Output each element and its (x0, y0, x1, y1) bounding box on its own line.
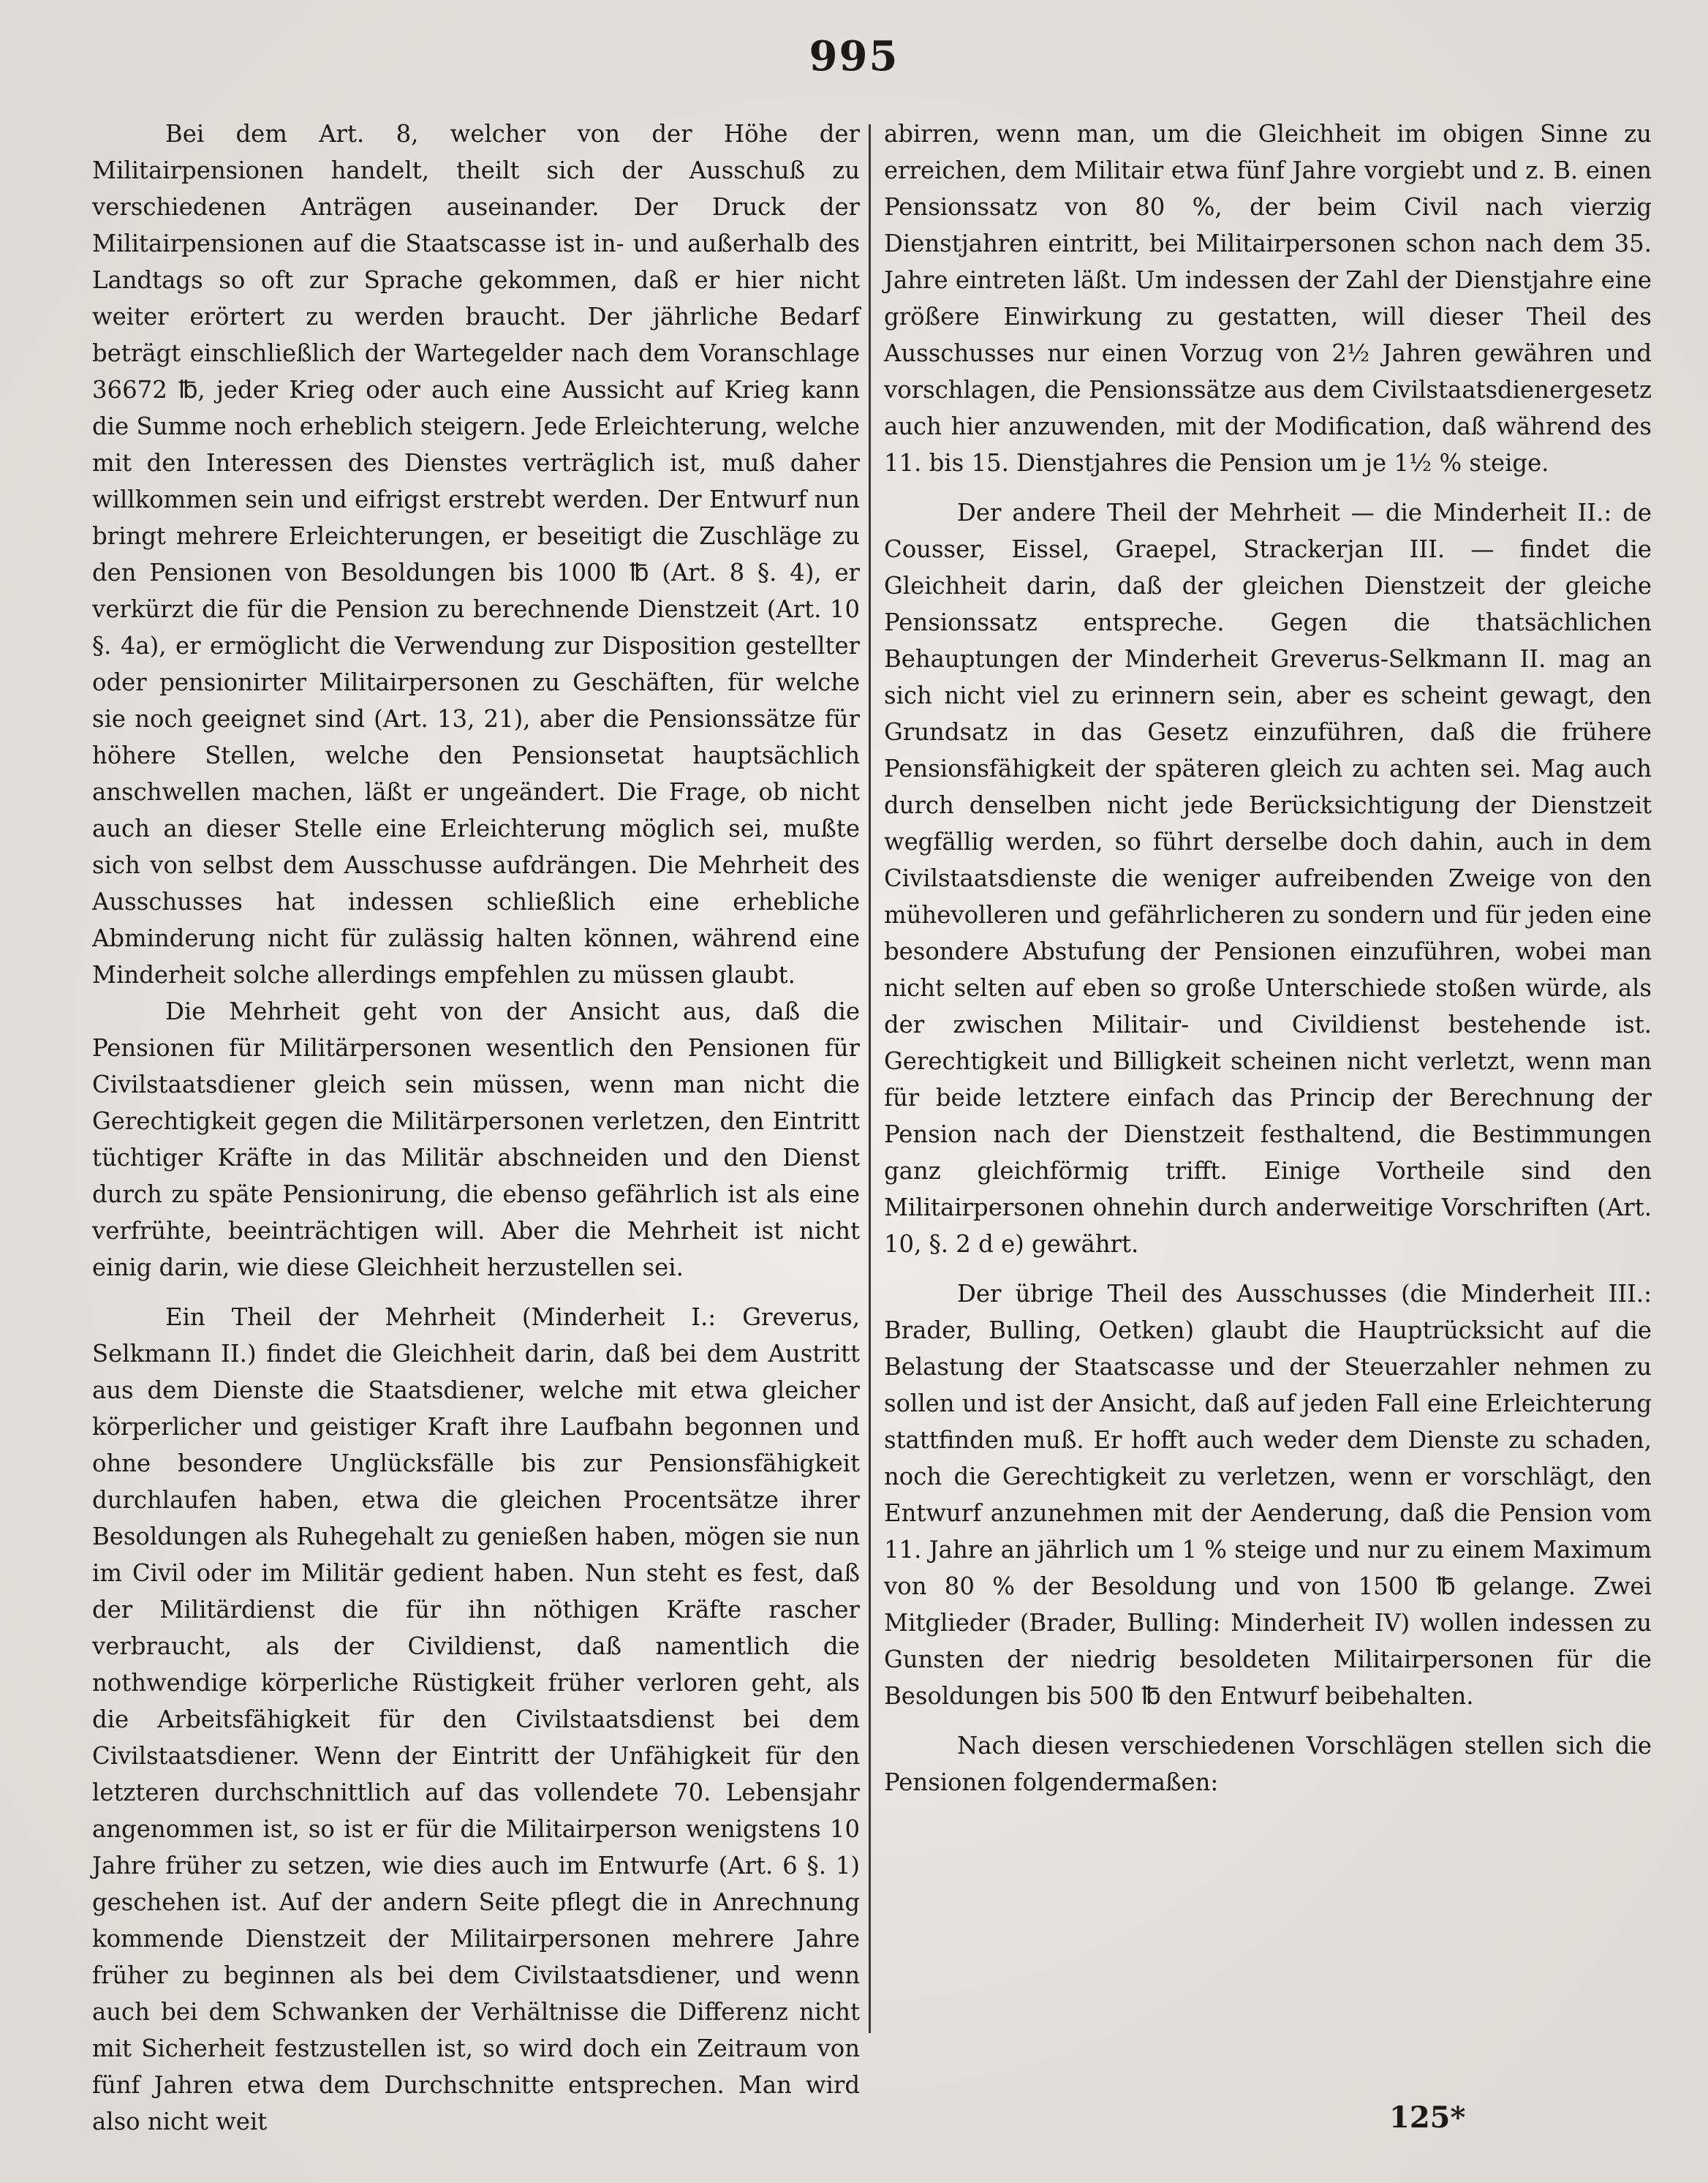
paragraph: Nach diesen verschiedenen Vorschlägen stellen sich die Pensionen folgendermaßen: (884, 1732, 1652, 1796)
column-divider (869, 124, 871, 2033)
paragraph: Bei dem Art. 8, welcher von der Höhe der Militairpensionen handelt, theilt sich der Ausschuß zu verschiedenen Anträgen auseinander. Der Druck der Militairpensionen auf die Staatscasse ist in- und außerhalb des Landtags so oft zur Sprache gekommen, daß er hier nicht weiter erörtert zu werden braucht. Der jährliche Bedarf beträgt einschließlich der Wartegelder nach dem Voranschlage 36672 ℔, jeder Krieg oder auch eine Aussicht auf Krieg kann die Summe noch erheblich steigern. Jede Erleichterung, welche mit den Interessen des Dienstes verträglich ist, muß daher willkommen sein und eifrigst erstrebt werden. Der Entwurf nun bringt mehrere Erleichterungen, er beseitigt die Zuschläge zu den Pensionen von Besoldungen bis 1000 ℔ (Art. 8 §. 4), er verkürzt die für die Pension zu berechnende Dienstzeit (Art. 10 §. 4a), er ermöglicht die Verwendung zur Disposition gestellter oder pensionirter Militairpersonen zu Geschäften, für welche sie noch geeignet sind (Art. 13, 21), aber die Pensionssätze für höhere Stellen, welche den Pensionsetat hauptsächlich anschwellen machen, läßt er ungeändert. Die Frage, ob nicht auch an dieser Stelle eine Erleichterung möglich sei, mußte sich von selbst dem Ausschusse aufdrängen. Die Mehrheit des Ausschusses hat indessen schließlich eine erhebliche Abminderung nicht für zulässig halten können, während eine Minderheit solche allerdings empfehlen zu müssen glaubt. (92, 120, 860, 989)
page-number: 995 (809, 32, 899, 80)
paragraph: Der andere Theil der Mehrheit — die Minderheit II.: de Cousser, Eissel, Graepel, Strackerjan III. — findet die Gleichheit darin, daß der gleichen Dienstzeit der gleiche Pensionssatz entspreche. Gegen die thatsächlichen Behauptungen der Minderheit Greverus-Selkmann II. mag an sich nicht viel zu erinnern sein, aber es scheint gewagt, den Grundsatz in das Gesetz einzuführen, daß die frühere Pensionsfähigkeit der späteren gleich zu achten sei. Mag auch durch denselben nicht jede Berücksichtigung der Dienstzeit wegfällig werden, so führt derselbe doch dahin, auch in dem Civilstaatsdienste die weniger aufreibenden Zweige von den mühevolleren und gefährlicheren zu sondern und für jeden eine besondere Abstufung der Pensionen einzuführen, wobei man nicht selten auf eben so große Unterschiede stoßen würde, als der zwischen Militair- und Civildienst bestehende ist. Gerechtigkeit und Billigkeit scheinen nicht verletzt, wenn man für beide letztere einfach das Princip der Berechnung der Pension nach der Dienstzeit festhaltend, die Bestimmungen ganz gleichförmig trifft. Einige Vortheile sind den Militairpersonen ohnehin durch anderweitige Vorschriften (Art. 10, §. 2 d e) gewährt. (884, 499, 1652, 1258)
sheet-signature: 125* (1389, 2100, 1466, 2135)
paragraph: Der übrige Theil des Ausschusses (die Minderheit III.: Brader, Bulling, Oetken) glaubt die Hauptrücksicht auf die Belastung der Staatscasse und der Steuerzahler nehmen zu sollen und ist der Ansicht, daß auf jeden Fall eine Erleichterung stattfinden muß. Er hofft auch weder dem Dienste zu schaden, noch die Gerechtigkeit zu verletzen, wenn er vorschlägt, den Entwurf anzunehmen mit der Aenderung, daß die Pension vom 11. Jahre an jährlich um 1 % steige und nur zu einem Maximum von 80 % der Besoldung und von 1500 ℔ gelange. Zwei Mitglieder (Brader, Bulling: Minderheit IV) wollen indessen zu Gunsten der niedrig besoldeten Militairpersonen für die Besoldungen bis 500 ℔ den Entwurf beibehalten. (884, 1280, 1652, 1710)
left-column (92, 116, 860, 2140)
paragraph: Die Mehrheit geht von der Ansicht aus, daß die Pensionen für Militärpersonen wesentlich den Pensionen für Civilstaatsdiener gleich sein müssen, wenn man nicht die Gerechtigkeit gegen die Militärpersonen verletzen, den Eintritt tüchtiger Kräfte in das Militär abschneiden und den Dienst durch zu späte Pensionirung, die ebenso gefährlich ist als eine verfrühte, beeinträchtigen will. Aber die Mehrheit ist nicht einig darin, wie diese Gleichheit herzustellen sei. (92, 998, 860, 1281)
right-column (884, 116, 1652, 1801)
paragraph: Ein Theil der Mehrheit (Minderheit I.: Greverus, Selkmann II.) findet die Gleichheit darin, daß bei dem Austritt aus dem Dienste die Staatsdiener, welche mit etwa gleicher körperlicher und geistiger Kraft ihre Laufbahn begonnen und ohne besondere Unglücksfälle bis zur Pensionsfähigkeit durchlaufen haben, etwa die gleichen Procentsätze ihrer Besoldungen als Ruhegehalt zu genießen haben, mögen sie nun im Civil oder im Militär gedient haben. Nun steht es fest, daß der Militärdienst die für ihn nöthigen Kräfte rascher verbraucht, als der Civildienst, daß namentlich die nothwendige körperliche Rüstigkeit früher verloren geht, als die Arbeitsfähigkeit für den Civilstaatsdienst bei dem Civilstaatsdiener. Wenn der Eintritt der Unfähigkeit für den letzteren durchschnittlich auf das vollendete 70. Lebensjahr angenommen ist, so ist er für die Militairperson wenigstens 10 Jahre früher zu setzen, wie dies auch im Entwurfe (Art. 6 §. 1) geschehen ist. Auf der andern Seite pflegt die in Anrechnung kommende Dienstzeit der Militairpersonen mehrere Jahre früher zu beginnen als bei dem Civilstaatsdiener, und wenn auch bei dem Schwanken der Verhältnisse die Differenz nicht mit Sicherheit festzustellen ist, so wird doch ein Zeitraum von fünf Jahren etwa dem Durchschnitte entsprechen. Man wird also nicht weit (92, 1303, 860, 2135)
paragraph: abirren, wenn man, um die Gleichheit im obigen Sinne zu erreichen, dem Militair etwa fünf Jahre vorgiebt und z. B. einen Pensionssatz von 80 %, der beim Civil nach vierzig Dienstjahren eintritt, bei Militairpersonen schon nach dem 35. Jahre eintreten läßt. Um indessen der Zahl der Dienstjahre eine größere Einwirkung zu gestatten, will dieser Theil des Ausschusses nur einen Vorzug von 2½ Jahren gewähren und vorschlagen, die Pensionssätze aus dem Civilstaatsdienergesetz auch hier anzuwenden, mit der Modification, daß während des 11. bis 15. Dienstjahres die Pension um je 1½ % steige. (884, 120, 1652, 477)
